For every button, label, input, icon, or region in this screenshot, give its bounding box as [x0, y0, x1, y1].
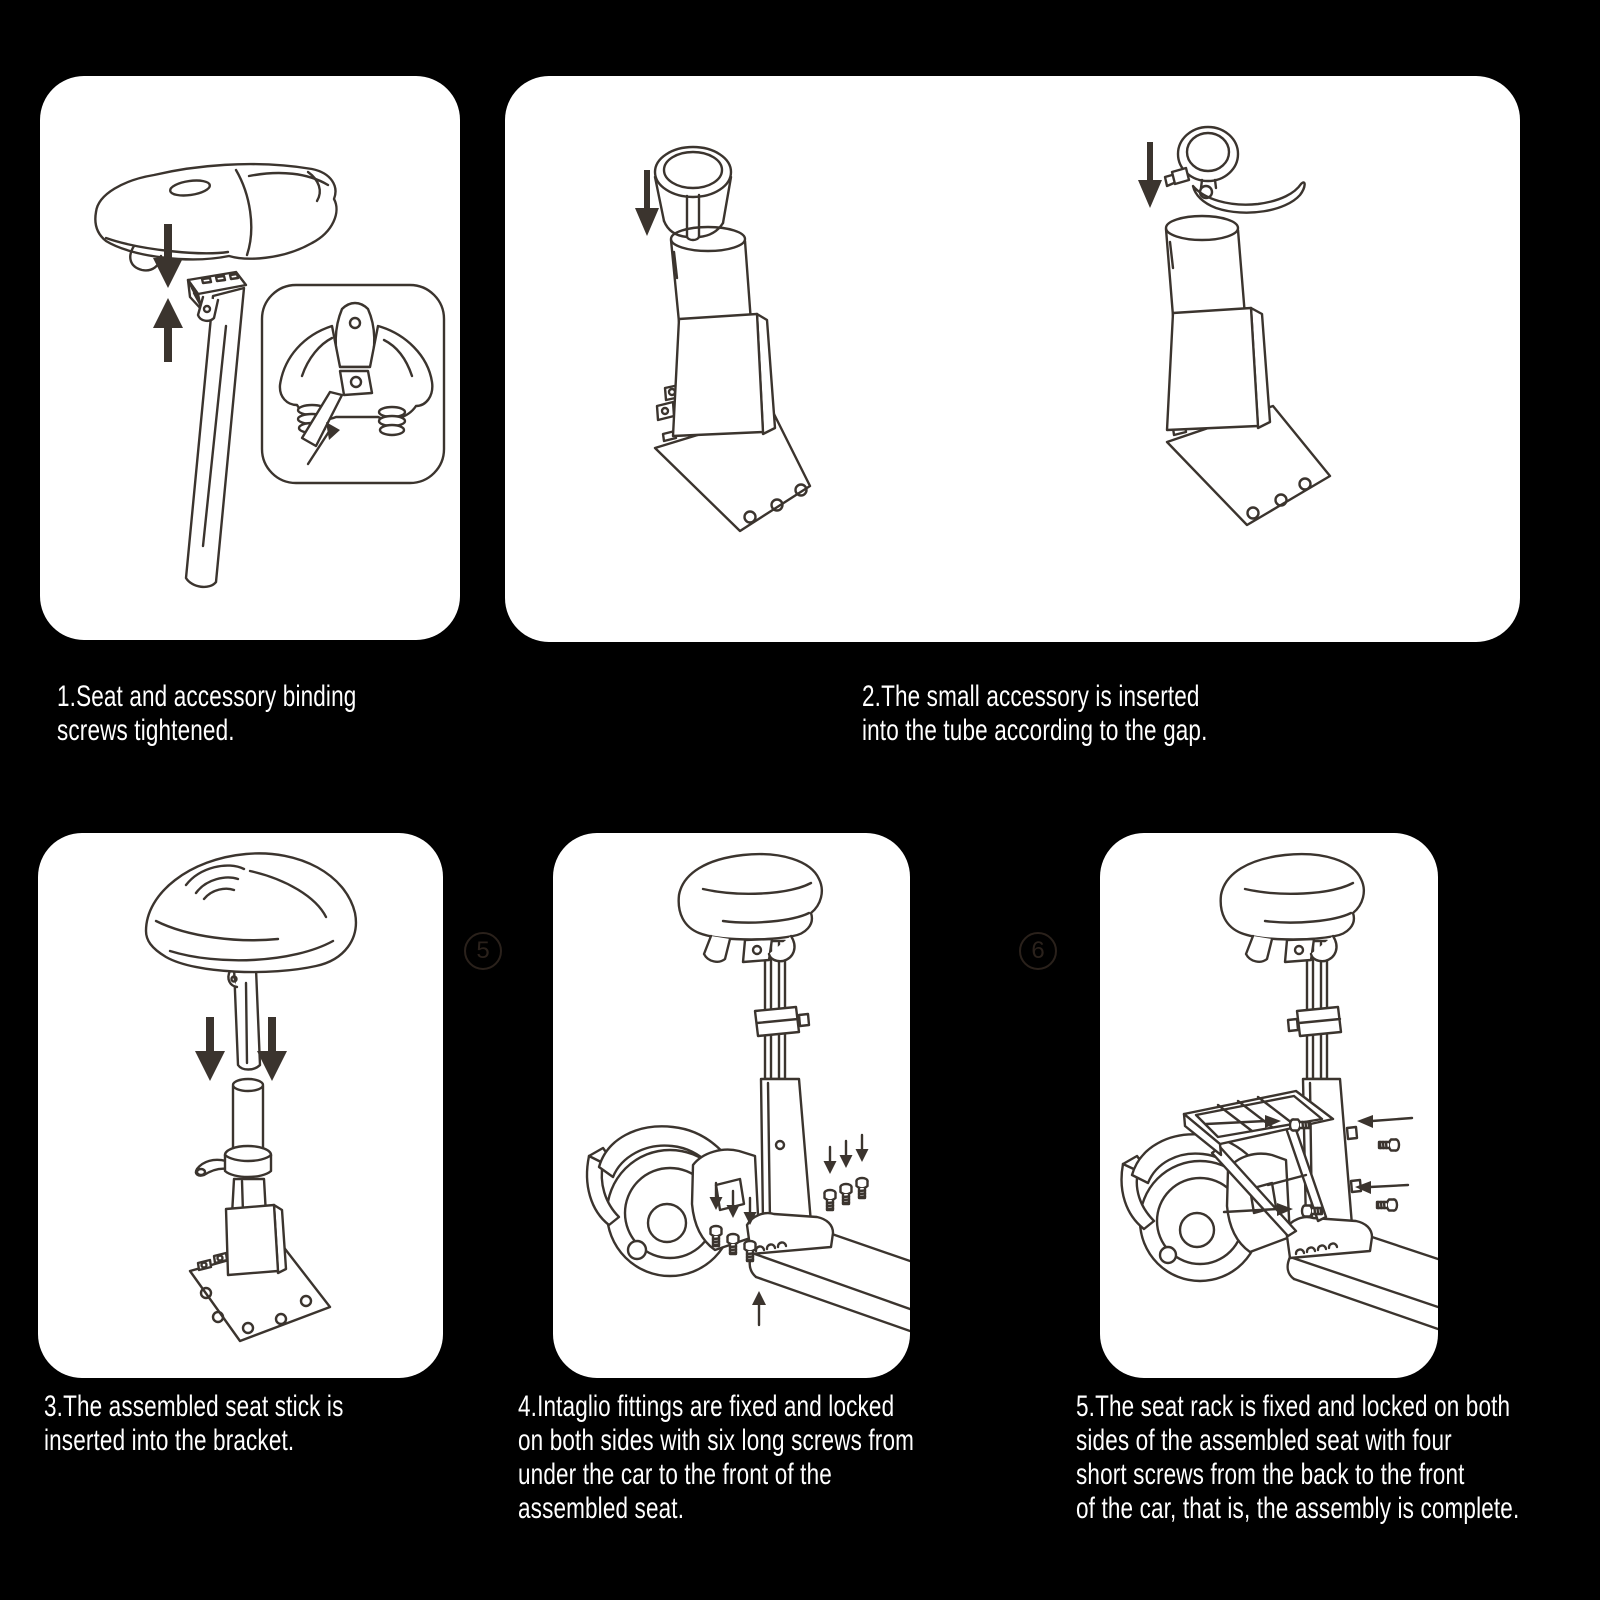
lower-tube-drawing	[196, 1079, 286, 1275]
step2-caption	[862, 680, 1208, 748]
long-screws-right-icons	[824, 1135, 869, 1210]
saddle-drawing	[1221, 854, 1364, 962]
caption-line: sides of the assembled seat with four	[1076, 1424, 1452, 1457]
step3-illustration	[38, 833, 443, 1378]
step5-caption	[1076, 1390, 1519, 1526]
slotted-collar-drawing	[655, 147, 731, 240]
down-arrow-icon	[1138, 142, 1162, 208]
step1-caption	[57, 680, 356, 748]
caption-line: of the car, that is, the assembly is complete.	[1076, 1492, 1520, 1525]
caption-line: inserted into the bracket.	[44, 1424, 295, 1457]
step4-caption	[518, 1390, 914, 1526]
step4-illustration	[553, 833, 910, 1378]
step3-caption	[44, 1390, 343, 1458]
step2-panel	[505, 76, 1520, 642]
watermark-circled-number: 6	[1019, 932, 1057, 970]
short-screws-right-icons	[1355, 1115, 1412, 1211]
lower-seatpost-drawing	[761, 1079, 811, 1223]
spring-right	[379, 407, 405, 435]
underside-inset-detail	[262, 285, 444, 483]
step1-illustration	[40, 76, 460, 640]
step1-panel	[40, 76, 460, 640]
caption-line: 5.The seat rack is fixed and locked on both	[1076, 1390, 1511, 1423]
step2-illustration	[505, 76, 1520, 642]
caption-line: screws tightened.	[57, 714, 235, 747]
step3-panel	[38, 833, 443, 1378]
caption-line: assembled seat.	[518, 1492, 685, 1525]
caption-line: 3.The assembled seat stick is	[44, 1390, 344, 1423]
caption-line: short screws from the back to the front	[1076, 1458, 1465, 1491]
step4-panel	[553, 833, 910, 1378]
saddle-top-drawing	[146, 853, 356, 972]
caption-line: 2.The small accessory is inserted	[862, 680, 1200, 713]
saddle-drawing	[679, 854, 822, 962]
saddle-drawing	[95, 164, 336, 270]
quick-release-clamp-drawing	[196, 1146, 271, 1177]
intaglio-fitting-drawing	[747, 1213, 833, 1254]
tube-bracket-drawing-left	[655, 227, 810, 531]
intaglio-fitting-drawing	[1286, 1217, 1372, 1258]
caption-line: on both sides with six long screws from	[518, 1424, 915, 1457]
up-arrow-icon	[752, 1291, 766, 1325]
caption-line: 4.Intaglio fittings are fixed and locked	[518, 1390, 895, 1423]
seat-stick-drawing	[228, 967, 260, 1070]
caption-line: into the tube according to the gap.	[862, 714, 1208, 747]
caption-line: 1.Seat and accessory binding	[57, 680, 357, 713]
seatpost-drawing	[186, 288, 244, 587]
step5-panel	[1100, 833, 1438, 1378]
step5-illustration	[1100, 833, 1438, 1378]
caption-line: under the car to the front of the	[518, 1458, 832, 1491]
quick-release-clamp-drawing	[1165, 127, 1305, 213]
tube-bracket-drawing-right	[1166, 216, 1330, 525]
watermark-circled-number: 5	[464, 932, 502, 970]
